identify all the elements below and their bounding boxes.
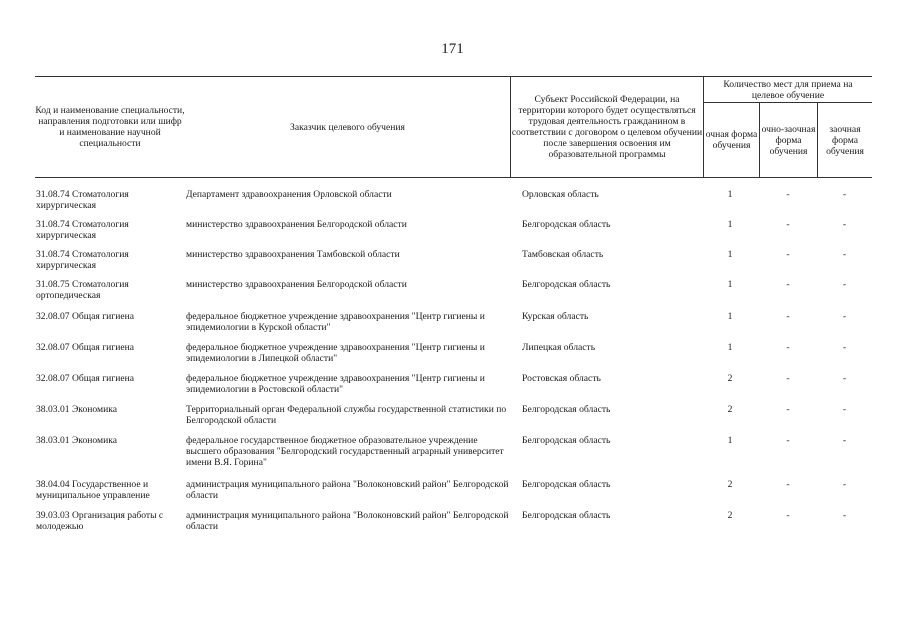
row-distance-count: - <box>842 404 847 415</box>
row-customer: министерство здравоохранения Белгородской области <box>186 219 407 230</box>
row-region: Белгородская область <box>522 510 611 521</box>
row-code: 38.03.01 Экономика <box>36 404 118 415</box>
row-part-time-count: - <box>786 404 790 415</box>
row-code: 31.08.74 Стоматология хирургическая <box>36 189 129 211</box>
row-part-time-count: - <box>786 219 790 230</box>
row-part-time-count: - <box>786 510 790 521</box>
row-distance-count: - <box>842 189 847 200</box>
row-region: Липецкая область <box>522 342 596 353</box>
row-full-time-count: 2 <box>727 404 733 415</box>
row-customer: федеральное бюджетное учреждение здравоохранения "Центр гигиены и эпидемиологии в Липецкой области" <box>186 342 485 364</box>
row-full-time-count: 1 <box>727 279 733 290</box>
row-region: Белгородская область <box>522 404 611 415</box>
row-customer: администрация муниципального района "Волоконовский район" Белгородской области <box>186 510 509 532</box>
row-customer: федеральное бюджетное учреждение здравоохранения "Центр гигиены и эпидемиологии в Курской области" <box>186 311 485 333</box>
row-part-time-count: - <box>786 249 790 260</box>
row-code: 32.08.07 Общая гигиена <box>36 373 135 384</box>
row-full-time-count: 2 <box>727 510 733 521</box>
row-region: Курская область <box>522 311 589 322</box>
row-part-time-count: - <box>786 479 790 490</box>
row-code: 31.08.75 Стоматология ортопедическая <box>36 279 129 301</box>
row-part-time-count: - <box>786 279 790 290</box>
row-customer: федеральное бюджетное учреждение здравоохранения "Центр гигиены и эпидемиологии в Ростовской области" <box>186 373 485 395</box>
row-full-time-count: 1 <box>727 249 733 260</box>
row-distance-count: - <box>842 342 847 353</box>
row-customer: Департамент здравоохранения Орловской области <box>186 189 392 200</box>
row-full-time-count: 1 <box>727 219 733 230</box>
row-code: 38.03.01 Экономика <box>36 435 118 446</box>
row-region: Ростовская область <box>522 373 601 384</box>
row-distance-count: - <box>842 510 847 521</box>
row-customer: федеральное государственное бюджетное образовательное учреждение высшего образования "Белгородский государственный аграрный университет имени В.Я. Горина" <box>186 435 504 468</box>
row-code: 32.08.07 Общая гигиена <box>36 311 135 322</box>
row-code: 32.08.07 Общая гигиена <box>36 342 135 353</box>
row-distance-count: - <box>842 219 847 230</box>
row-full-time-count: 1 <box>727 189 733 200</box>
row-full-time-count: 1 <box>727 342 733 353</box>
row-region: Белгородская область <box>522 479 611 490</box>
row-distance-count: - <box>842 311 847 322</box>
row-full-time-count: 2 <box>727 373 733 384</box>
row-full-time-count: 1 <box>727 435 733 446</box>
row-region: Белгородская область <box>522 435 611 446</box>
row-region: Белгородская область <box>522 279 611 290</box>
row-distance-count: - <box>842 279 847 290</box>
table-header <box>35 76 872 178</box>
row-full-time-count: 2 <box>727 479 733 490</box>
row-part-time-count: - <box>786 311 790 322</box>
row-customer: министерство здравоохранения Тамбовской области <box>186 249 400 260</box>
header-customer: Заказчик целевого обучения <box>290 121 405 133</box>
row-part-time-count: - <box>786 342 790 353</box>
header-places: Количество мест для приема на целевое обучение <box>723 78 853 101</box>
row-part-time-count: - <box>786 189 790 200</box>
page-number: 171 <box>441 41 464 57</box>
row-distance-count: - <box>842 249 847 260</box>
row-customer: администрация муниципального района "Волоконовский район" Белгородской области <box>186 479 509 501</box>
row-code: 38.04.04 Государственное и муниципальное управление <box>36 479 150 501</box>
header-distance: заочная форма обучения <box>826 123 864 157</box>
row-distance-count: - <box>842 479 847 490</box>
row-distance-count: - <box>842 435 847 446</box>
row-part-time-count: - <box>786 373 790 384</box>
header-code: Код и наименование специальности, направления подготовки или шифр и наименование научной специальности <box>35 105 185 149</box>
row-distance-count: - <box>842 373 847 384</box>
header-full-time: очная форма обучения <box>705 129 758 151</box>
row-code: 31.08.74 Стоматология хирургическая <box>36 249 129 271</box>
header-region: Субъект Российской Федерации, на территории которого будет осуществляться трудовая деятельность гражданином в соответствии с договором о целевом обучении после завершения освоения им образовательной программы <box>511 94 703 160</box>
row-part-time-count: - <box>786 435 790 446</box>
row-code: 31.08.74 Стоматология хирургическая <box>36 219 129 241</box>
row-region: Орловская область <box>522 189 599 200</box>
row-full-time-count: 1 <box>727 311 733 322</box>
row-customer: министерство здравоохранения Белгородской области <box>186 279 407 290</box>
row-region: Тамбовская область <box>522 249 604 260</box>
row-region: Белгородская область <box>522 219 611 230</box>
header-part-time: очно-заочная форма обучения <box>761 123 816 157</box>
row-code: 39.03.03 Организация работы с молодежью <box>36 510 164 532</box>
row-customer: Территориальный орган Федеральной службы государственной статистики по Белгородской области <box>186 404 507 426</box>
